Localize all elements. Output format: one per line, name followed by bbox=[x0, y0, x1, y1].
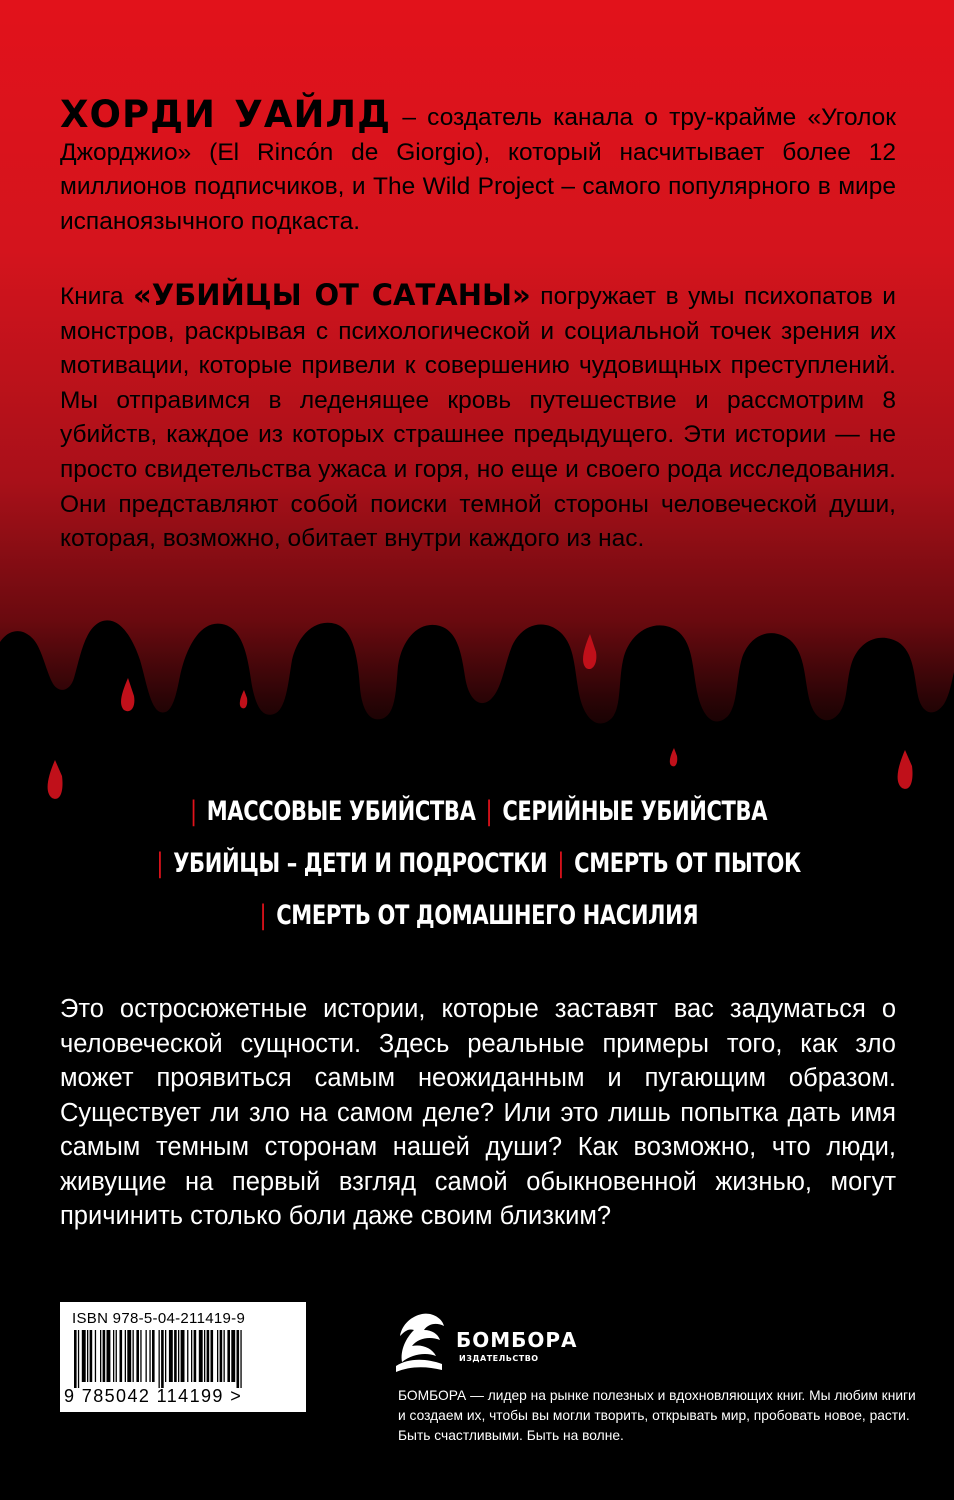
author-bio-paragraph bbox=[60, 93, 896, 239]
author-bio-text: – создатель канала о тру-крайме «Уголок Джорджио» (El Rincón de Giorgio), который насчитывает более 12 миллионов подписчиков, и The Wild Project – самого популярного в мире испаноязычного подкаста. bbox=[60, 104, 896, 235]
tag-separator: | bbox=[189, 796, 197, 827]
barcode-bar bbox=[78, 1330, 79, 1388]
barcode-bar bbox=[217, 1330, 218, 1382]
barcode-bar bbox=[140, 1330, 141, 1382]
barcode-bar bbox=[231, 1330, 235, 1382]
barcode-bar bbox=[227, 1330, 230, 1382]
book-description-paragraph bbox=[60, 278, 896, 557]
barcode-bar bbox=[194, 1330, 197, 1382]
barcode-bar bbox=[113, 1330, 114, 1382]
barcode-bar bbox=[149, 1330, 150, 1382]
barcode-bar bbox=[237, 1330, 240, 1388]
bombora-wave-icon bbox=[392, 1310, 452, 1376]
publisher-logo bbox=[392, 1310, 592, 1380]
barcode-bar bbox=[133, 1330, 134, 1382]
barcode-bar bbox=[240, 1330, 241, 1388]
barcode-bar bbox=[178, 1330, 179, 1382]
barcode-bar bbox=[103, 1330, 106, 1382]
barcode-bar bbox=[116, 1330, 117, 1382]
barcode-bar bbox=[82, 1330, 86, 1382]
barcode-bar bbox=[181, 1330, 185, 1382]
book-description-text: погружает в умы психопатов и монстров, раскрывая с психологической и социальной точек зрения их мотивации, которые привели к совершению чудовищных преступлений. Мы отправимся в леденящее кровь путешествие и рассмотрим 8 убийств, каждое из которых страшнее предыдущего. Эти истории — не просто свидетельства ужаса и горя, но еще и своего рода исследования. Они представляют собой поиски темной стороны человеческой души, которая, возможно, обитает внутри каждого из нас. bbox=[60, 283, 896, 553]
barcode-bar bbox=[95, 1330, 96, 1382]
barcode-box bbox=[60, 1302, 306, 1412]
barcode-bar bbox=[204, 1330, 205, 1382]
barcode-bar bbox=[191, 1330, 192, 1382]
book-title: «УБИЙЦЫ ОТ САТАНЫ» bbox=[133, 278, 531, 312]
tag-row-3 bbox=[0, 894, 954, 946]
tag-item: | УБИЙЦЫ – ДЕТИ И ПОДРОСТКИ | СМЕРТЬ ОТ ПЫТОК bbox=[156, 848, 801, 879]
isbn-label: ISBN 978-5-04-211419-9 bbox=[72, 1310, 246, 1327]
barcode-bar bbox=[224, 1330, 225, 1382]
tag-row-1 bbox=[0, 790, 954, 842]
book-description-block bbox=[60, 278, 896, 557]
barcode-icon bbox=[72, 1330, 294, 1388]
publisher-description: БОМБОРА — лидер на рынке полезных и вдохновляющих книг. Мы любим книги и создаем их, чтобы вы могли творить, открывать мир, пробовать новое, расти. Быть счастливыми. Быть на волне. bbox=[398, 1388, 916, 1443]
barcode-bar bbox=[136, 1330, 139, 1382]
book-prefix: Книга bbox=[60, 283, 134, 310]
barcode-bar bbox=[187, 1330, 188, 1382]
barcode-bar bbox=[74, 1330, 77, 1388]
barcode-digits: 9 785042 114199 > bbox=[64, 1386, 243, 1406]
barcode-bar bbox=[165, 1330, 166, 1382]
barcode-bar bbox=[127, 1330, 131, 1382]
tag-item: | СМЕРТЬ ОТ ДОМАШНЕГО НАСИЛИЯ bbox=[259, 900, 698, 931]
barcode-bar bbox=[125, 1330, 126, 1382]
lower-description-block bbox=[60, 992, 896, 1234]
barcode-bar bbox=[169, 1330, 173, 1382]
barcode-bar bbox=[199, 1330, 203, 1382]
tag-separator: | bbox=[485, 796, 493, 827]
barcode-bar bbox=[90, 1330, 93, 1382]
lower-description-paragraph: Это остросюжетные истории, которые заставят вас задуматься о человеческой сущности. Здесь реальные примеры того, как зло может проявиться самым неожиданным и пугающим образом. Существует ли зло на самом деле? Или это лишь попытка дать имя самым темным сторонам нашей души? Как возможно, что люди, живущие на первый взгляд самой обыкновенной жизнью, могут причинить столько боли даже своим близким? bbox=[60, 995, 896, 1230]
publisher-name: БОМБОРА bbox=[456, 1328, 578, 1352]
author-name: ХОРДИ УАЙЛД bbox=[60, 93, 392, 136]
tag-row-2 bbox=[0, 842, 954, 894]
barcode-bar bbox=[161, 1330, 164, 1388]
topic-tags bbox=[0, 790, 954, 946]
barcode-bar bbox=[100, 1330, 101, 1382]
barcode-bar bbox=[146, 1330, 147, 1382]
barcode-bar bbox=[220, 1330, 223, 1382]
barcode-bar bbox=[152, 1330, 155, 1382]
barcode-bar bbox=[159, 1330, 160, 1388]
barcode-bar bbox=[174, 1330, 177, 1382]
tag-separator: | bbox=[156, 848, 164, 879]
tag-item: | МАССОВЫЕ УБИЙСТВА | СЕРИЙНЫЕ УБИЙСТВА bbox=[189, 796, 768, 827]
barcode-bar bbox=[211, 1330, 214, 1382]
barcode-bar bbox=[107, 1330, 111, 1382]
tag-separator: | bbox=[557, 848, 564, 879]
tag-separator: | bbox=[259, 900, 266, 931]
publisher-subtitle: ИЗДАТЕЛЬСТВО bbox=[459, 1354, 539, 1363]
barcode-bar bbox=[87, 1330, 88, 1382]
barcode-bar bbox=[207, 1330, 210, 1382]
barcode-bar bbox=[120, 1330, 123, 1382]
author-bio-block bbox=[60, 93, 896, 239]
